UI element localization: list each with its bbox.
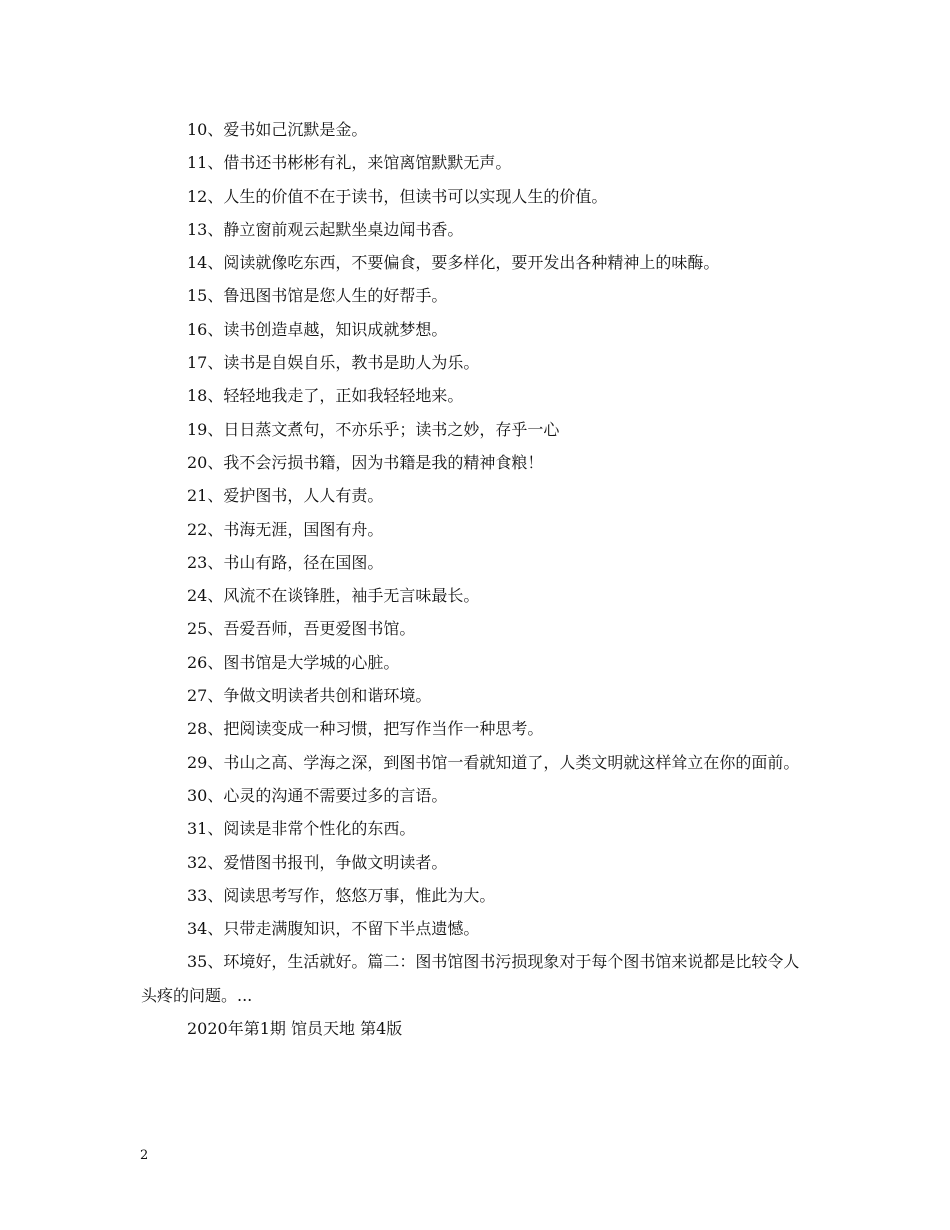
paragraph-18: 18、轻轻地我走了，正如我轻轻地来。 — [187, 386, 464, 406]
paragraph-29: 29、书山之高、学海之深，到图书馆一看就知道了，人类文明就这样耸立在你的面前。 — [187, 752, 800, 772]
paragraph-13: 13、静立窗前观云起默坐桌边闻书香。 — [187, 219, 464, 239]
paragraph-26: 26、图书馆是大学城的心脏。 — [187, 652, 400, 672]
paragraph-24: 24、风流不在谈锋胜，袖手无言味最长。 — [187, 586, 480, 606]
paragraph-30: 30、心灵的沟通不需要过多的言语。 — [187, 785, 448, 805]
paragraph-33: 33、阅读思考写作，悠悠万事，惟此为大。 — [187, 885, 496, 905]
paragraph-35: 35、环境好，生活就好。篇二：图书馆图书污损现象对于每个图书馆来说都是比较令人头疼的问题。... — [141, 952, 800, 1005]
paragraph-19: 19、日日蒸文煮句，不亦乐乎；读书之妙，存乎一心 — [187, 419, 560, 439]
paragraph-14: 14、阅读就像吃东西，不要偏食，要多样化，要开发出各种精神上的味酶。 — [187, 253, 720, 273]
paragraph-22: 22、书海无涯，国图有舟。 — [187, 519, 384, 539]
paragraph-32: 32、爱惜图书报刊，争做文明读者。 — [187, 852, 448, 872]
paragraph-27: 27、争做文明读者共创和谐环境。 — [187, 686, 432, 706]
paragraph-11: 11、借书还书彬彬有礼，来馆离馆默默无声。 — [187, 153, 512, 173]
paragraph-15: 15、鲁迅图书馆是您人生的好帮手。 — [187, 286, 448, 306]
paragraph-34: 34、只带走满腹知识，不留下半点遗憾。 — [187, 919, 480, 939]
paragraph-16: 16、读书创造卓越，知识成就梦想。 — [187, 319, 448, 339]
page-content — [141, 113, 813, 1045]
paragraph-20: 20、我不会污损书籍，因为书籍是我的精神食粮！ — [187, 452, 544, 472]
paragraph-21: 21、爱护图书，人人有责。 — [187, 486, 384, 506]
paragraph-17: 17、读书是自娱自乐，教书是助人为乐。 — [187, 353, 480, 373]
paragraph-25: 25、吾爱吾师，吾更爱图书馆。 — [187, 619, 416, 639]
paragraph-10: 10、爱书如己沉默是金。 — [187, 120, 368, 139]
paragraph-23: 23、书山有路，径在国图。 — [187, 552, 384, 572]
paragraph-31: 31、阅读是非常个性化的东西。 — [187, 819, 416, 839]
issue-line: 2020年第1期 馆员天地 第4版 — [187, 1019, 403, 1039]
paragraph-12: 12、人生的价值不在于读书，但读书可以实现人生的价值。 — [187, 186, 608, 206]
paragraph-28: 28、把阅读变成一种习惯，把写作当作一种思考。 — [187, 719, 544, 739]
page-number: 2 — [140, 1148, 149, 1163]
